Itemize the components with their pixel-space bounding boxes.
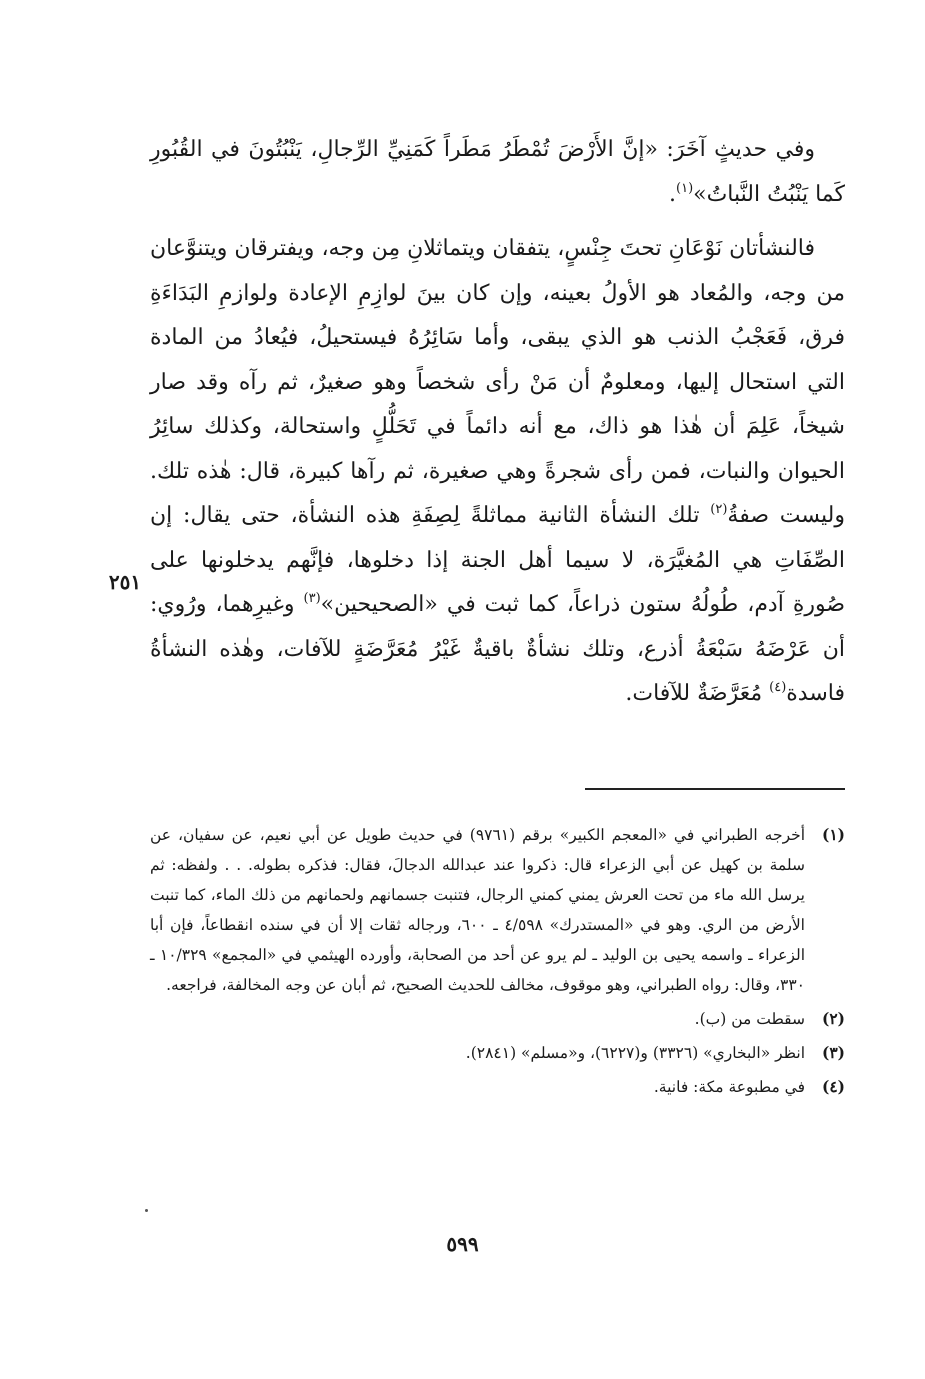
footnote-ref-4: (٤)	[769, 680, 787, 695]
paragraph-two-creations-text: فالنشأتان نَوْعَانِ تحتَ جِنْسٍ، يتفقان ويتماثلانِ مِن وجه، ويفترقان ويتنوَّعان من وجه، والمُعاد هو الأولُ بعينه، وإن كان بينَ لوازِمِ الإعادة ولوازمِ البَدَاءَةِ فرق، فَعَجْبُ الذنب هو الذي يبقى، وأما سَائِرُهُ فيستحيلُ، فيُعادُ من المادة التي استحال إليها، ومعلومٌ أن مَنْ رأى شخصاً وهو صغيرٌ، ثم رآه وقد صار شيخاً، عَلِمَ أن هٰذا هو ذاك، مع أنه دائماً في تَحَلُّلٍ واستحالة، وكذلك سائِرُ الحيوان والنبات، فمن رأى شجرةً وهي صغيرة، ثم رآها كبيرة، قال: هٰذه تلك. وليست صفةُ	[150, 236, 845, 528]
paragraph-two-creations	[150, 227, 845, 717]
margin-page-reference: ٢٥١	[108, 570, 142, 594]
paragraph-two-creations-cont: تلك النشأة الثانية مماثلةً لِصِفَةِ هذه النشأة، حتى يقال: إن الصِّفَاتِ هي المُغيَّرَة، لا سيما أهل الجنة إذا دخلوها، فإنَّهم يدخلونها على صُورةِ آدم، طُولُهُ ستون ذراعاً، كما ثبت في «الصحيحين»	[150, 503, 846, 617]
footnote-text: انظر «البخاري» (٣٣٢٦) و(٦٢٢٧)، و«مسلم» (٢٨٤١).	[465, 1044, 805, 1062]
footnote-ref-3: (٣)	[303, 591, 321, 606]
paragraph-hadith	[150, 128, 845, 217]
footnote-separator	[585, 788, 845, 790]
footnote-number: (٣)	[821, 1043, 845, 1062]
footnote-ref-2: (٢)	[710, 502, 728, 517]
footnote-item	[150, 1072, 845, 1102]
footnote-text: في مطبوعة مكة: فانية.	[653, 1078, 805, 1096]
footnote-number: (١)	[821, 825, 845, 844]
footnote-number: (٤)	[821, 1077, 845, 1096]
scan-speck	[145, 1209, 148, 1212]
footnote-item	[150, 1038, 845, 1068]
footnotes	[150, 820, 845, 1102]
footnote-ref-1: (١)	[676, 180, 694, 196]
paragraph-two-creations-end: مُعَرَّضَةٌ للآفات.	[625, 681, 763, 706]
footnote-text: أخرجه الطبراني في «المعجم الكبير» برقم (٩٧٦١) في حديث طويل عن أبي نعيم، عن سفيان، عن سلمة بن كهيل عن أبي الزعراء قال: ذكروا عند عبدالله الدجالَ، فقال: فذكره بطوله. . . ولفظه: ثم يرسل الله ماء من تحت العرش يمني كمني الرجال، فتنبت جسمانهم ولحمانهم من ذلك الماء، كما تنبت الأرض من الري. وهو في «المستدرك» ٤/٥٩٨ ـ ٦٠٠، ورجاله ثقات إلا أن في سنده انقطاعاً، فإن أبا الزعراء ـ واسمه يحيى بن الوليد ـ لم يرو عن أحد من الصحابة، وأورده الهيثمي في «المجمع» ١٠/٣٢٩ ـ ٣٣٠، وقال: رواه الطبراني، وهو موقوف، مخالف للحديث الصحيح، ثم أبان عن وجه المخالفة، فراجعه.	[150, 826, 806, 994]
footnote-text: سقطت من (ب).	[694, 1010, 805, 1028]
paragraph-two-creations-cont2: وغيرِهما، ورُوي: أن عَرْضَهُ سَبْعَةُ أذرع، وتلك نشأةٌ باقيةٌ غَيْرُ مُعَرَّضَةٍ للآفات، وهٰذه النشأةُ فاسدة	[150, 592, 845, 706]
paragraph-hadith-end: .	[669, 181, 676, 207]
page-number: ٥٩٩	[446, 1232, 479, 1256]
footnote-item	[150, 1004, 845, 1034]
footnote-number: (٢)	[821, 1009, 845, 1028]
footnote-item	[150, 820, 845, 1000]
main-text	[150, 128, 845, 717]
paragraph-hadith-text: وفي حديثٍ آخَرَ: «إنَّ الأَرْضَ تُمْطَرُ مَطَراً كَمَنِيِّ الرِّجالِ، يَنْبُتُونَ في القُبُورِ كَما يَنْبُتُ النَّباتُ»	[150, 137, 845, 207]
